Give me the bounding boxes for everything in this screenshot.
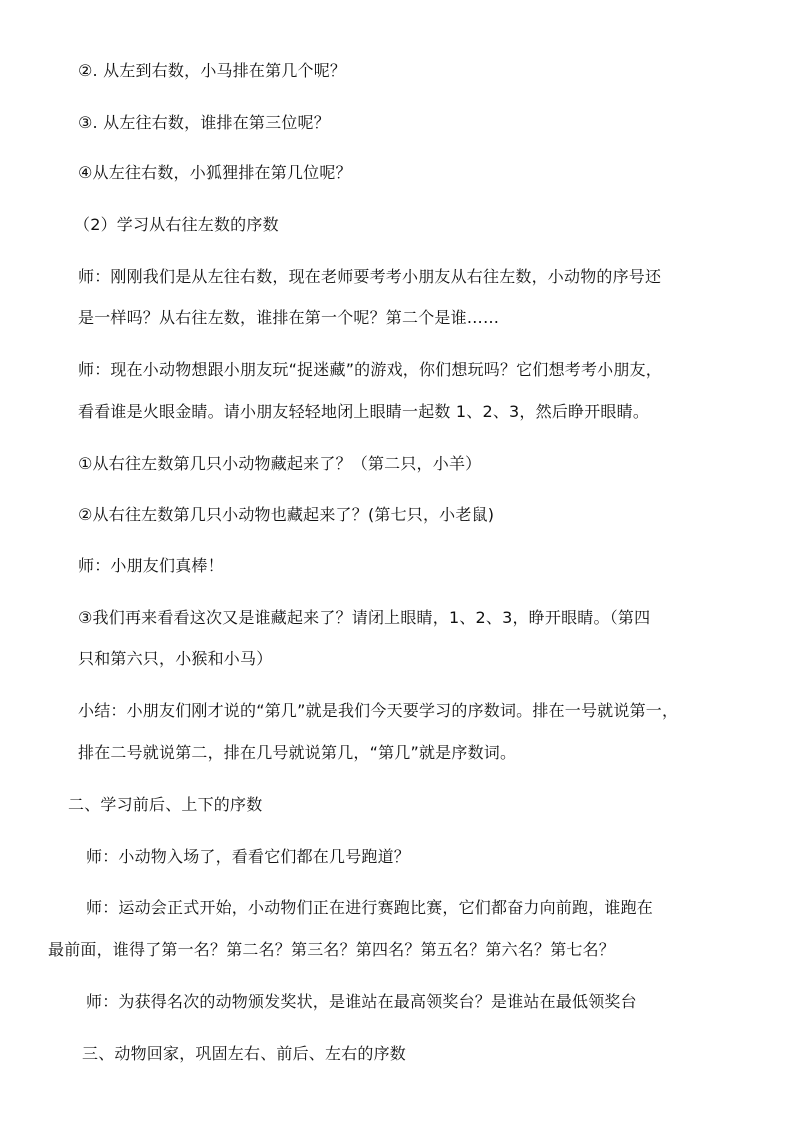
teacher-paragraph-2-line-1: 师：现在小动物想跟小朋友玩“捉迷藏”的游戏，你们想玩吗？它们想考考小朋友，	[78, 360, 662, 379]
hide-question-2: ②从右往左数第几只小动物也藏起来了？(第七只，小老鼠)	[78, 505, 495, 524]
question-line-4: ④从左往右数，小狐狸排在第几位呢？	[78, 163, 352, 182]
section-heading-2: 二、学习前后、上下的序数	[68, 795, 263, 814]
hide-question-3-line-1: ③我们再来看看这次又是谁藏起来了？请闭上眼睛，1、2、3，睁开眼睛。（第四	[78, 608, 651, 627]
hide-question-3-line-2: 只和第六只，小猴和小马）	[78, 649, 273, 668]
section-heading-right-to-left: （2）学习从右往左数的序数	[74, 215, 279, 234]
teacher-paragraph-1-line-1: 师：刚刚我们是从左往右数，现在老师要考考小朋友从右往左数，小动物的序号还	[78, 267, 662, 286]
hide-question-1: ①从右往左数第几只小动物藏起来了？（第二只，小羊）	[78, 454, 482, 473]
teacher-race-line-1: 师：运动会正式开始，小动物们正在进行赛跑比赛，它们都奋力向前跑，谁跑在	[86, 898, 654, 917]
section-heading-3: 三、动物回家，巩固左右、前后、左右的序数	[82, 1044, 407, 1063]
teacher-race-line-2: 最前面，谁得了第一名？第二名？第三名？第四名？第五名？第六名？第七名？	[48, 940, 616, 959]
teacher-praise: 师：小朋友们真棒！	[78, 556, 224, 575]
teacher-track-question: 师：小动物入场了，看看它们都在几号跑道？	[86, 847, 411, 866]
question-line-3: ③. 从左往右数，谁排在第三位呢？	[78, 113, 330, 132]
teacher-paragraph-2-line-2: 看看谁是火眼金睛。请小朋友轻轻地闭上眼睛一起数 1、2、3，然后睁开眼睛。	[78, 402, 650, 421]
summary-line-1: 小结：小朋友们刚才说的“第几”就是我们今天要学习的序数词。排在一号就说第一，	[78, 701, 679, 720]
summary-line-2: 排在二号就说第二，排在几号就说第几，“第几”就是序数词。	[78, 743, 517, 762]
question-line-2: ②. 从左到右数，小马排在第几个呢？	[78, 61, 347, 80]
teacher-paragraph-1-line-2: 是一样吗？从右往左数，谁排在第一个呢？第二个是谁……	[78, 308, 500, 327]
teacher-award-question: 师：为获得名次的动物颁发奖状，是谁站在最高领奖台？是谁站在最低领奖台	[86, 992, 637, 1011]
